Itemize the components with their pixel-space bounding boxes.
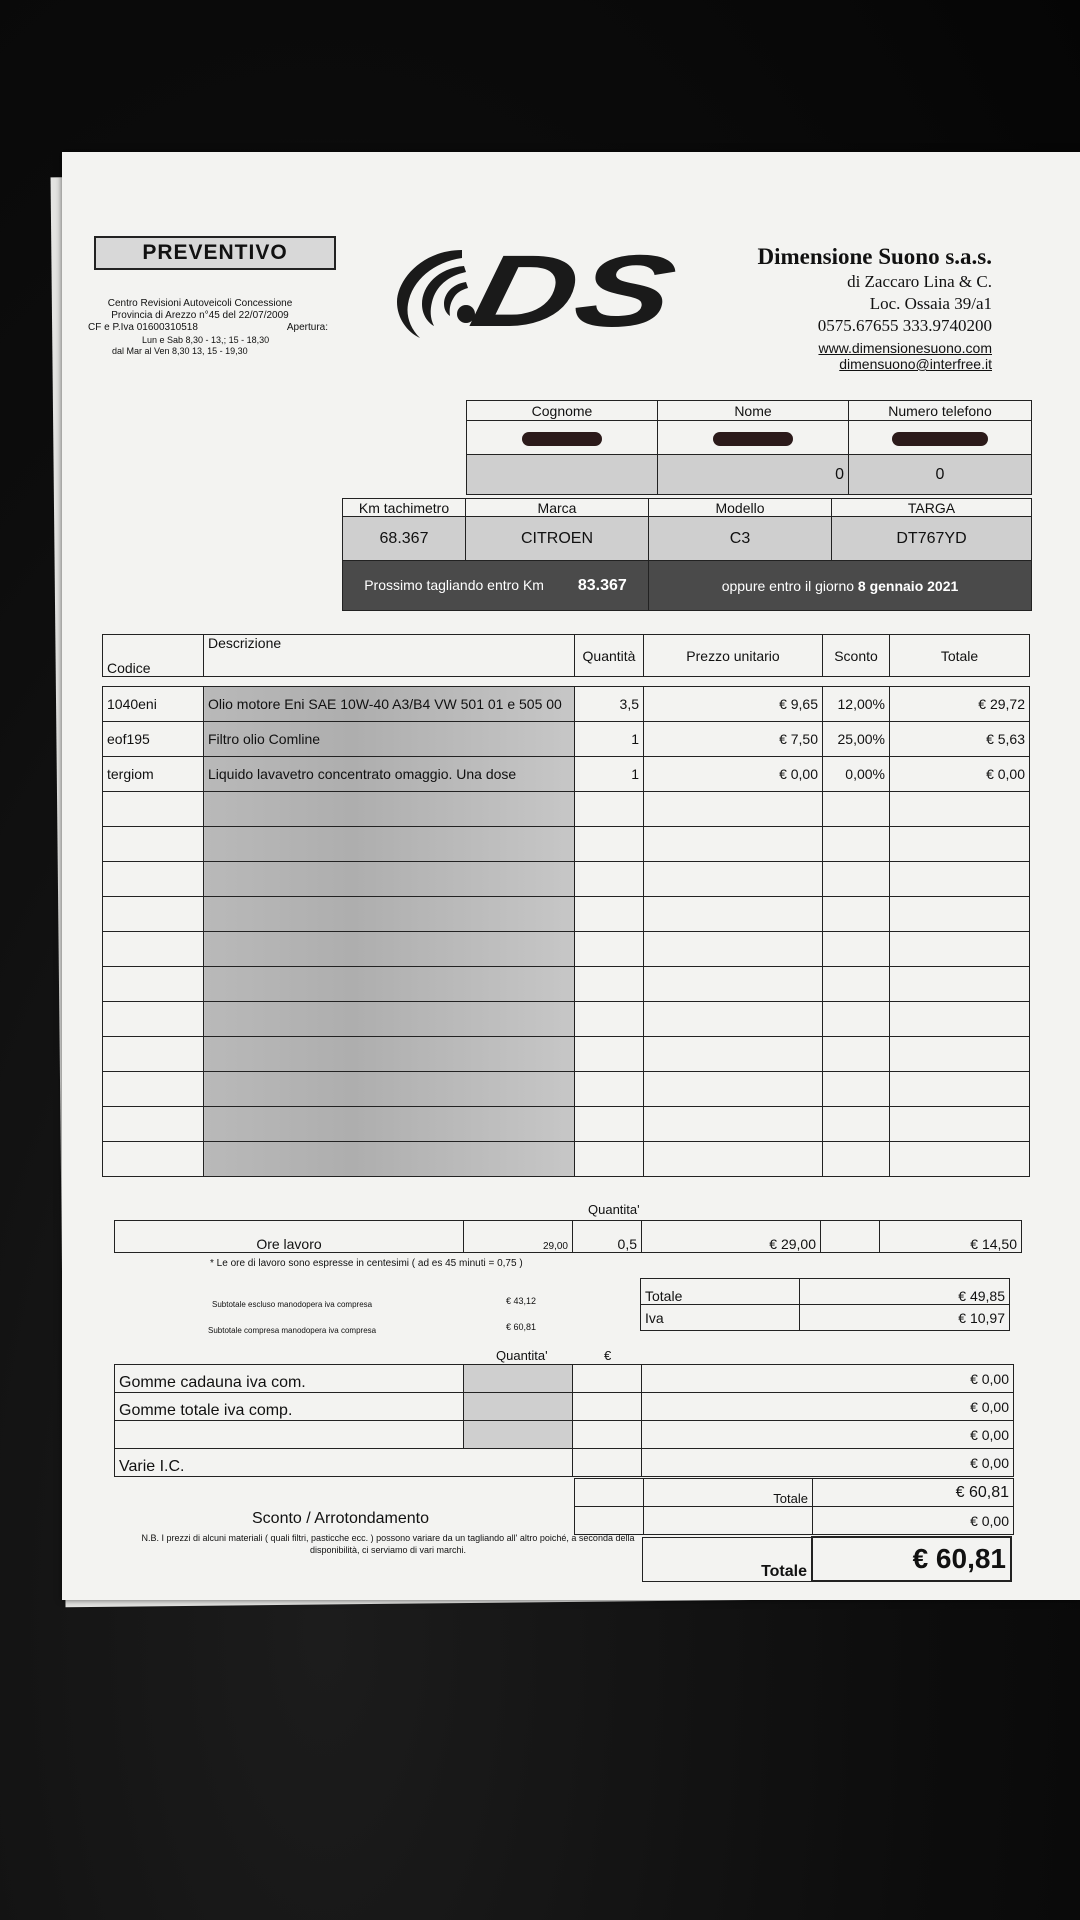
- header-sconto: Sconto: [823, 635, 890, 677]
- item-desc: Filtro olio Comline: [204, 722, 575, 757]
- footnote: [118, 1532, 658, 1556]
- varie-unit: [573, 1449, 642, 1477]
- gomme-totale-value: € 0,00: [642, 1393, 1014, 1421]
- next-service-date-row: [649, 561, 1032, 611]
- header-modello: Modello: [649, 499, 832, 517]
- final-spacer: [575, 1479, 644, 1507]
- labor-total: € 14,50: [880, 1221, 1022, 1253]
- header-targa: TARGA: [832, 499, 1032, 517]
- company-phones: 0575.67655 333.9740200: [817, 316, 992, 335]
- gomme-cadauna-label: Gomme cadauna iva com.: [115, 1365, 464, 1393]
- empty-row: [103, 1072, 1030, 1107]
- extras-qty-header: Quantita': [496, 1348, 548, 1363]
- item-price: € 7,50: [644, 722, 823, 757]
- final-table: [574, 1478, 1014, 1535]
- company-address: Loc. Ossaia 39/a1: [869, 294, 992, 313]
- header-totale: Totale: [890, 635, 1030, 677]
- item-discount: 12,00%: [823, 687, 890, 722]
- empty-row: [103, 1037, 1030, 1072]
- nome-value: [658, 421, 849, 455]
- estimate-document: [62, 152, 1080, 1600]
- gomme-cadauna-value: € 0,00: [642, 1365, 1014, 1393]
- item-price: € 9,65: [644, 687, 823, 722]
- redacted-mark: [713, 432, 793, 446]
- items-table: [102, 634, 1030, 1177]
- modello-value: C3: [649, 517, 832, 561]
- varie-value: € 0,00: [642, 1449, 1014, 1477]
- labor-note: * Le ore di lavoro sono espresse in centesimi ( ad es 45 minuti = 0,75 ): [210, 1258, 523, 1269]
- gomme-totale-unit: [573, 1393, 642, 1421]
- final-totale-value: € 60,81: [813, 1479, 1014, 1507]
- vat-row: [88, 322, 328, 334]
- grand-total-label: Totale: [643, 1537, 813, 1581]
- empty-row: [103, 792, 1030, 827]
- hours-line: dal Mar al Ven 8,30 13, 15 - 19,30: [112, 346, 248, 356]
- header-nome: Nome: [658, 401, 849, 421]
- empty-row: [103, 897, 1030, 932]
- extras-euro-header: €: [604, 1348, 612, 1363]
- hours-line: Lun e Sab 8,30 - 13,; 15 - 18,30: [142, 335, 270, 345]
- center-info: [90, 298, 310, 322]
- labor-price: € 29,00: [642, 1221, 821, 1253]
- gomme-cadauna-qty: [464, 1365, 573, 1393]
- empty-extra-qty: [464, 1421, 573, 1449]
- labor-rate: 29,00: [464, 1221, 573, 1253]
- header-cognome: Cognome: [467, 401, 658, 421]
- header-codice: Codice: [103, 635, 204, 677]
- item-code: 1040eni: [103, 687, 204, 722]
- opening-hours: [112, 335, 332, 357]
- sconto-spacer: [575, 1507, 644, 1535]
- empty-row: [103, 1142, 1030, 1177]
- empty-extra-value: € 0,00: [642, 1421, 1014, 1449]
- cognome-value: [467, 421, 658, 455]
- next-service-label: Prossimo tagliando entro Km: [364, 576, 544, 593]
- company-owner: di Zaccaro Lina & C.: [847, 272, 992, 291]
- subtotal-table: [640, 1278, 1010, 1331]
- next-service-date: 8 gennaio 2021: [857, 577, 959, 594]
- header-marca: Marca: [466, 499, 649, 517]
- subtotal-excl-value: € 43,12: [506, 1296, 537, 1306]
- item-qty: 3,5: [575, 687, 644, 722]
- empty-row: [103, 967, 1030, 1002]
- labor-table: [114, 1220, 1022, 1253]
- company-info: [662, 244, 992, 372]
- footnote-line: disponibilità, ci serviamo di vari marchi.: [309, 1545, 467, 1555]
- subtotal-excl-label: Subtotale escluso manodopera iva compresa: [212, 1300, 373, 1309]
- gomme-totale-label: Gomme totale iva comp.: [115, 1393, 464, 1421]
- empty-row: [103, 1002, 1030, 1037]
- customer-table: [466, 400, 1032, 495]
- sconto-empty: [644, 1507, 813, 1535]
- item-price: € 0,00: [644, 757, 823, 792]
- sconto-label: Sconto / Arrotondamento: [252, 1510, 429, 1527]
- item-code: tergiom: [103, 757, 204, 792]
- redacted-mark: [892, 432, 988, 446]
- item-desc: Liquido lavavetro concentrato omaggio. Una dose: [204, 757, 575, 792]
- telefono-zero: 0: [849, 455, 1032, 495]
- header-quantita: Quantità: [575, 635, 644, 677]
- header-km: Km tachimetro: [343, 499, 466, 517]
- document-title: PREVENTIVO: [94, 236, 336, 270]
- company-web: www.dimensionesuono.com dimensuono@interfree.it: [818, 340, 992, 372]
- marca-value: CITROEN: [466, 517, 649, 561]
- empty-extra-unit: [573, 1421, 642, 1449]
- center-info-line: Centro Revisioni Autoveicoli Concessione: [107, 298, 293, 309]
- footnote-line: N.B. I prezzi di alcuni materiali ( quali filtri, pasticche ecc. ) possono variare da un tagliando all' altro poiché, a seconda della: [141, 1533, 635, 1543]
- next-service-km: 83.367: [577, 576, 627, 594]
- nome-zero: 0: [658, 455, 849, 495]
- vehicle-table: [342, 498, 1032, 611]
- labor-qty: 0,5: [573, 1221, 642, 1253]
- subtotal-totale-value: € 49,85: [800, 1279, 1010, 1305]
- item-row: [103, 722, 1030, 757]
- item-total: € 0,00: [890, 757, 1030, 792]
- extras-table: [114, 1364, 1014, 1477]
- gomme-cadauna-unit: [573, 1365, 642, 1393]
- next-service-row: [343, 561, 649, 611]
- item-qty: 1: [575, 722, 644, 757]
- vat-number: CF e P.Iva 01600310518: [88, 322, 198, 333]
- grand-total-table: [642, 1536, 1012, 1582]
- targa-value: DT767YD: [832, 517, 1032, 561]
- item-qty: 1: [575, 757, 644, 792]
- final-totale-label: Totale: [644, 1479, 813, 1507]
- empty-row: [103, 827, 1030, 862]
- subtotal-incl-label: Subtotale compresa manodopera iva compresa: [208, 1326, 377, 1335]
- company-name: Dimensione Suono s.a.s.: [757, 244, 992, 269]
- opening-label: Apertura:: [286, 322, 328, 333]
- item-total: € 5,63: [890, 722, 1030, 757]
- labor-qty-header: Quantita': [588, 1202, 640, 1217]
- subtotal-iva-value: € 10,97: [800, 1305, 1010, 1331]
- subtotal-incl-value: € 60,81: [506, 1322, 537, 1332]
- subtotal-iva-label: Iva: [641, 1305, 800, 1331]
- subtotal-totale-label: Totale: [641, 1279, 800, 1305]
- item-row: [103, 687, 1030, 722]
- item-discount: 25,00%: [823, 722, 890, 757]
- telefono-value: [849, 421, 1032, 455]
- sconto-value: € 0,00: [813, 1507, 1014, 1535]
- empty-row: [103, 862, 1030, 897]
- spacer: [103, 677, 1030, 687]
- header-prezzo: Prezzo unitario: [644, 635, 823, 677]
- labor-empty: [821, 1221, 880, 1253]
- varie-label: Varie I.C.: [115, 1449, 573, 1477]
- item-total: € 29,72: [890, 687, 1030, 722]
- empty-extra-label: [115, 1421, 464, 1449]
- grand-total-value: € 60,81: [812, 1537, 1011, 1581]
- header-telefono: Numero telefono: [849, 401, 1032, 421]
- redacted-mark: [522, 432, 602, 446]
- logo-text: DS: [462, 234, 685, 348]
- header-descrizione: Descrizione: [204, 635, 575, 677]
- empty-row: [103, 1107, 1030, 1142]
- next-service-or: oppure entro il giorno: [721, 577, 855, 594]
- labor-label: Ore lavoro: [115, 1221, 464, 1253]
- empty-row: [103, 932, 1030, 967]
- item-discount: 0,00%: [823, 757, 890, 792]
- item-code: eof195: [103, 722, 204, 757]
- item-row: [103, 757, 1030, 792]
- item-desc: Olio motore Eni SAE 10W-40 A3/B4 VW 501 01 e 505 00: [204, 687, 575, 722]
- center-info-line: Provincia di Arezzo n°45 del 22/07/2009: [111, 310, 289, 321]
- cognome-second: [467, 455, 658, 495]
- gomme-totale-qty: [464, 1393, 573, 1421]
- km-value: 68.367: [343, 517, 466, 561]
